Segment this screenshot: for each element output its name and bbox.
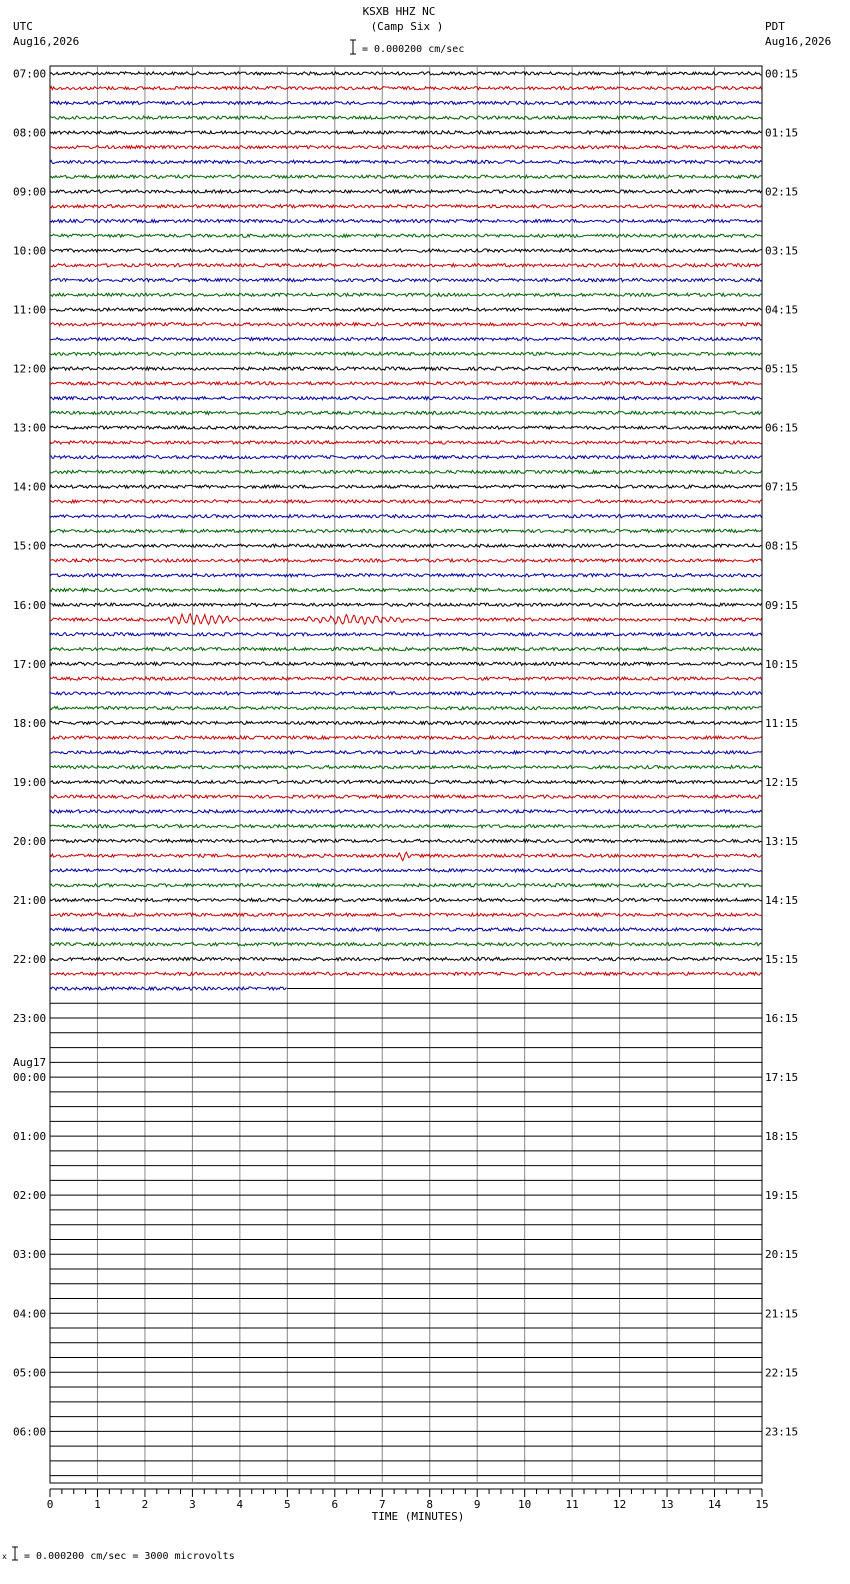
trace-row-46 [50,751,762,754]
pdt-time-label: 04:15 [765,303,799,317]
x-tick-label: 12 [612,1498,627,1511]
trace-row-19 [50,352,762,355]
chart-subtitle: (Camp Six ) [370,20,444,33]
trace-row-13 [50,264,762,267]
trace-row-7 [50,175,762,178]
trace-row-37 [50,614,762,625]
utc-hour-label: 14:00 [13,480,47,494]
x-tick-label: 3 [189,1498,196,1511]
right-date: Aug16,2026 [765,35,832,48]
utc-hour-label: 23:00 [13,1012,47,1026]
chart-title: KSXB HHZ NC [362,5,436,18]
trace-row-35 [50,588,762,591]
trace-row-27 [50,470,762,473]
trace-row-26 [50,456,762,459]
footer-marker: x [2,1552,7,1561]
utc-hour-label: 08:00 [13,126,47,140]
trace-row-50 [50,810,762,813]
trace-row-55 [50,884,762,887]
trace-row-52 [50,839,762,842]
utc-hour-label: 13:00 [13,421,47,435]
pdt-time-label: 00:15 [765,67,799,81]
pdt-time-label: 13:15 [765,834,799,848]
footer-scale-note: = 0.000200 cm/sec = 3000 microvolts [24,1551,235,1562]
trace-row-44 [50,721,762,724]
trace-row-30 [50,515,762,518]
utc-hour-label: 22:00 [13,953,47,967]
trace-row-59 [50,943,762,946]
trace-row-0 [50,72,762,75]
pdt-time-label: 20:15 [765,1248,799,1262]
trace-row-53 [50,852,762,861]
trace-row-31 [50,529,762,532]
pdt-time-label: 21:15 [765,1307,799,1321]
trace-row-48 [50,780,762,783]
trace-row-17 [50,323,762,326]
pdt-time-label: 02:15 [765,185,799,199]
trace-row-45 [50,736,762,739]
pdt-time-label: 01:15 [765,126,799,140]
utc-date-label: Aug17 [13,1056,47,1070]
scale-bar-icon [350,40,356,54]
trace-row-32 [50,544,762,547]
trace-row-47 [50,766,762,769]
footer-scale-bar-icon [12,1547,18,1560]
trace-row-3 [50,116,762,119]
utc-hour-label: 03:00 [13,1248,47,1262]
x-axis [47,1489,769,1511]
x-tick-label: 8 [426,1498,434,1511]
x-tick-label: 1 [94,1498,101,1511]
trace-row-10 [50,219,762,222]
utc-hour-label: 15:00 [13,539,47,553]
utc-hour-label: 07:00 [13,67,47,81]
x-tick-label: 2 [141,1498,149,1511]
trace-row-24 [50,426,762,429]
x-tick-label: 4 [236,1498,244,1511]
x-tick-label: 10 [518,1498,532,1511]
trace-row-14 [50,278,762,281]
trace-row-6 [50,160,762,163]
trace-row-43 [50,707,762,710]
utc-hour-label: 16:00 [13,598,47,612]
trace-row-36 [50,603,762,606]
right-timezone: PDT [765,20,785,33]
utc-hour-label: 02:00 [13,1189,47,1203]
utc-hour-label: 19:00 [13,775,47,789]
trace-row-5 [50,146,762,149]
pdt-time-label: 09:15 [765,598,799,612]
utc-hour-label: 09:00 [13,185,47,199]
pdt-time-label: 16:15 [765,1012,799,1026]
utc-hour-label: 18:00 [13,716,47,730]
pdt-time-label: 06:15 [765,421,799,435]
x-tick-label: 7 [378,1498,386,1511]
time-labels [13,67,798,1438]
trace-row-42 [50,692,762,695]
utc-hour-label: 21:00 [13,893,47,907]
utc-hour-label: 17:00 [13,657,47,671]
utc-hour-label: 04:00 [13,1307,47,1321]
trace-row-16 [50,308,762,311]
x-tick-label: 13 [660,1498,674,1511]
pdt-time-label: 10:15 [765,657,799,671]
utc-hour-label: 20:00 [13,834,47,848]
trace-row-28 [50,485,762,488]
trace-row-22 [50,397,762,400]
trace-row-58 [50,928,762,931]
left-timezone: UTC [13,20,33,33]
pdt-time-label: 15:15 [765,953,799,967]
trace-row-15 [50,293,762,296]
trace-row-54 [50,869,762,872]
x-tick-label: 14 [707,1498,722,1511]
pdt-time-label: 05:15 [765,362,799,376]
trace-row-38 [50,633,762,636]
pdt-time-label: 22:15 [765,1366,799,1380]
trace-row-1 [50,87,762,90]
trace-row-9 [50,205,762,208]
x-tick-label: 5 [284,1498,291,1511]
pdt-time-label: 18:15 [765,1130,799,1144]
pdt-time-label: 14:15 [765,893,799,907]
utc-hour-label: 01:00 [13,1130,47,1144]
left-date: Aug16,2026 [13,35,80,48]
trace-row-4 [50,131,762,134]
pdt-time-label: 17:15 [765,1071,799,1085]
trace-row-8 [50,190,762,193]
utc-hour-label: 12:00 [13,362,47,376]
trace-row-62 [50,987,286,990]
utc-hour-label: 06:00 [13,1425,47,1439]
traces [50,72,762,990]
utc-hour-label: 11:00 [13,303,47,317]
trace-row-34 [50,574,762,577]
trace-row-60 [50,957,762,960]
pdt-time-label: 11:15 [765,716,799,730]
trace-row-12 [50,249,762,252]
trace-row-29 [50,500,762,503]
x-tick-label: 9 [473,1498,481,1511]
pdt-time-label: 08:15 [765,539,799,553]
pdt-time-label: 12:15 [765,775,799,789]
scale-label: = 0.000200 cm/sec [362,44,465,55]
pdt-time-label: 03:15 [765,244,799,258]
trace-row-25 [50,441,762,444]
trace-row-41 [50,677,762,680]
trace-row-11 [50,234,762,237]
trace-row-33 [50,559,762,562]
x-axis-label: TIME (MINUTES) [371,1510,465,1523]
trace-row-23 [50,411,762,414]
pdt-time-label: 19:15 [765,1189,799,1203]
utc-hour-label: 10:00 [13,244,47,258]
trace-row-40 [50,662,762,665]
utc-hour-label: 00:00 [13,1071,47,1085]
trace-row-56 [50,898,762,901]
x-tick-label: 0 [46,1498,54,1511]
x-tick-label: 15 [755,1498,769,1511]
pdt-time-label: 23:15 [765,1425,799,1439]
trace-row-18 [50,338,762,341]
trace-row-61 [50,972,762,975]
x-tick-label: 11 [565,1498,579,1511]
trace-row-20 [50,367,762,370]
trace-row-2 [50,101,762,104]
trace-row-57 [50,913,762,916]
trace-row-39 [50,647,762,650]
trace-row-51 [50,825,762,828]
trace-row-49 [50,795,762,798]
x-tick-label: 6 [331,1498,339,1511]
trace-row-21 [50,382,762,385]
utc-hour-label: 05:00 [13,1366,47,1380]
pdt-time-label: 07:15 [765,480,799,494]
